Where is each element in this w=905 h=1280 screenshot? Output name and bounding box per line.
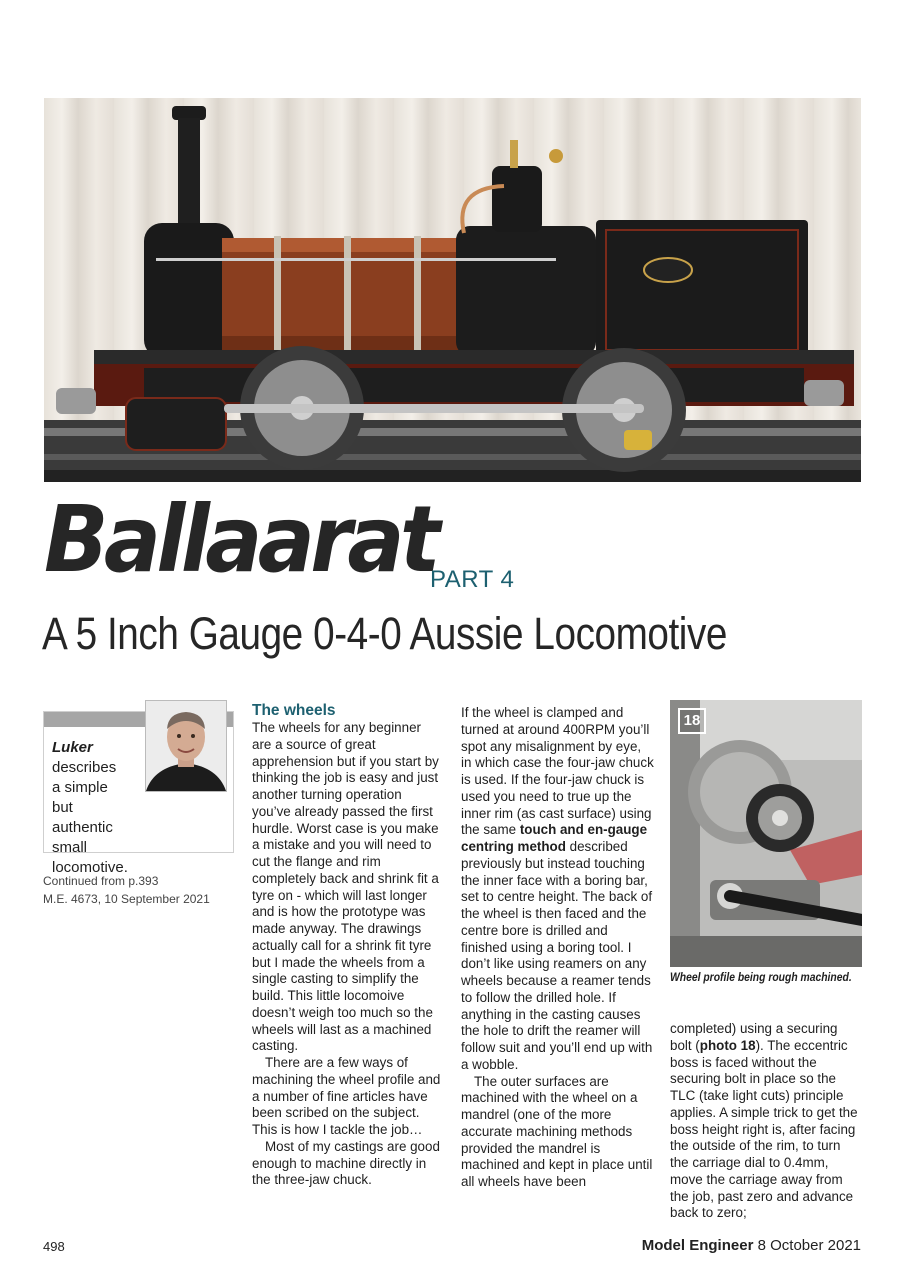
bold-run: photo 18 [699, 1037, 756, 1053]
issue-date: 8 October 2021 [757, 1237, 861, 1254]
paragraph: There are a few ways of machining the wheel profile and a number of fine articles have been scribed on the subject. This is how I tackle the job… [252, 1055, 441, 1137]
part-label: PART 4 [430, 566, 515, 593]
text-column-3 [670, 1021, 862, 1222]
continued-note [43, 872, 233, 908]
article-subtitle: A 5 Inch Gauge 0-4-0 Aussie Locomotive [42, 608, 727, 659]
paragraph: The wheels for any beginner are a source of great apprehension but if you start by thinking the job is easy and just another turning operation you’ve already passed the first hurdle. Worst case is you make a mistake and you will need to cut the flange and rim completely back and shrink fit a tyre on - which will last longer and is how the prototype was made anyway. The drawings actually call for a shrink fit tyre but I made the wheels from a single casting to simplify the build. This little locomoive doesn’t weigh too much so the wheels will last as a machined casting. [252, 720, 439, 1054]
photo-caption: Wheel profile being rough machined. [670, 972, 852, 984]
locomotive-illustration [44, 98, 861, 482]
continued-line-2: M.E. 4673, 10 September 2021 [43, 892, 210, 906]
paragraph [670, 1021, 862, 1222]
text-column-1 [252, 702, 444, 1189]
author-blurb [52, 738, 222, 878]
author-box [43, 711, 234, 876]
footer-credit [642, 1237, 861, 1254]
text-run: If the wheel is clamped and turned at around 400RPM you’ll spot any misalignment by eye, in which case the four-jaw chuck is used. If the four-jaw chuck is used you need to true up the inner rim (as cast surface) using the same [461, 705, 654, 838]
paragraph: The outer surfaces are machined with the wheel on a mandrel (one of the more accurate machining methods provided the mandrel is machined and kept in place until all wheels have been [461, 1073, 653, 1189]
text-run: completed) using a securing bolt ( [670, 1021, 838, 1053]
author-description: describes a simple but authentic small locomotive. [52, 759, 128, 876]
text-run: described previously but instead touching the inner face with a boring bar, set to centre height. The back of the wheel is then faced and the centre bore is drilled and finished using a boring tool. I don’t like using reamers on any wheels because a reamer tends to follow the drilled hole. If anything in the casting causes the hole to drift the reamer will follow suit and you’ll end up with a wobble. [461, 839, 653, 1072]
title-block [44, 486, 515, 593]
text-column-2 [461, 705, 654, 1191]
section-heading: The wheels [252, 702, 336, 719]
continued-line-1: Continued from p.393 [43, 874, 159, 888]
lathe-illustration [670, 700, 862, 967]
magazine-name: Model Engineer [641, 1237, 754, 1254]
author-name: Luker [52, 739, 93, 756]
page-number: 498 [43, 1239, 65, 1254]
lathe-chuck-photo [670, 700, 862, 967]
paragraph: Most of my castings are good enough to machine directly in the three-jaw chuck. [252, 1138, 440, 1188]
text-run: ). The eccentric boss is faced without the securing bolt in place so the TLC (take light cuts) principle applies. A simple trick to get the boss height right is, after facing the outside of the rim, to turn the carriage dial to 0.4mm, move the carriage away from the job, past zero and advance back to zero; [670, 1037, 858, 1221]
photo-number-badge: 18 [678, 708, 706, 734]
article-title: Ballaarat [44, 486, 436, 593]
paragraph [461, 705, 654, 1074]
locomotive-photo [44, 98, 861, 482]
bold-run: touch and en-gauge centring method [461, 822, 648, 854]
